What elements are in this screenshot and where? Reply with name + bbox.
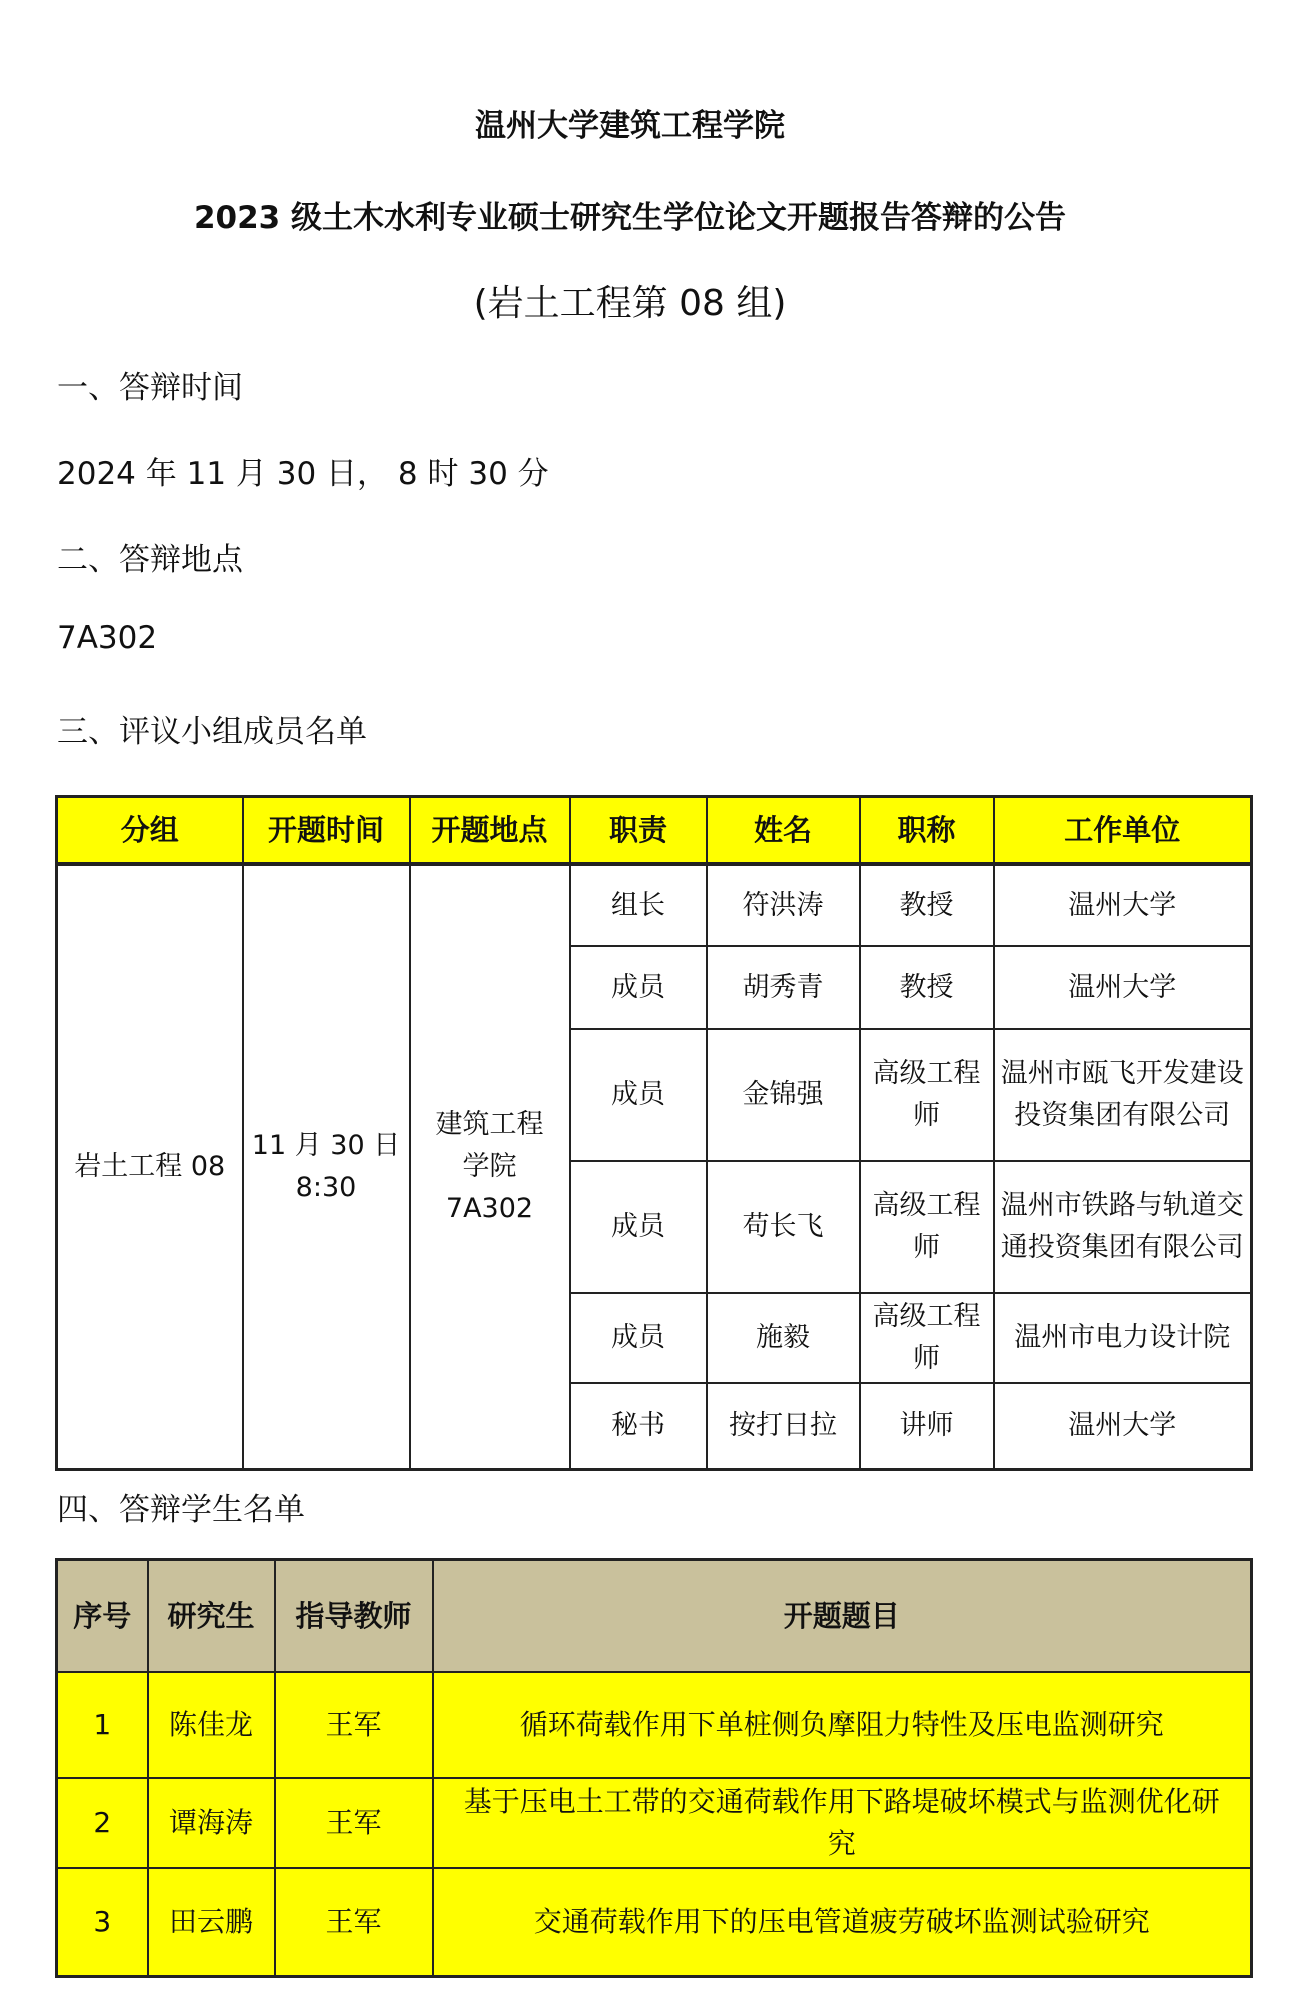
header-cell: 开题地点 [410, 797, 570, 865]
header-cell: 职称 [860, 797, 994, 865]
time-line: 8:30 [295, 1171, 357, 1203]
role-cell: 成员 [570, 1293, 707, 1383]
students-table [55, 1558, 1253, 1978]
role-cell: 成员 [570, 946, 707, 1029]
topic-cell: 循环荷载作用下单桩侧负摩阻力特性及压电监测研究 [433, 1672, 1252, 1778]
group-cell: 岩土工程 08 [57, 864, 243, 1469]
title-cell: 高级工程师 [860, 1293, 994, 1383]
place-line: 学院 [462, 1150, 517, 1182]
header-cell: 分组 [57, 797, 243, 865]
unit-cell: 温州市铁路与轨道交通投资集团有限公司 [994, 1161, 1252, 1293]
advisor-cell: 王军 [275, 1672, 433, 1778]
table-row [57, 1868, 1252, 1976]
unit-cell: 温州市电力设计院 [994, 1293, 1252, 1383]
time-value: 2024 年 11 月 30 日， 8 时 30 分 [57, 456, 549, 492]
table-header-row [57, 1560, 1252, 1673]
role-cell: 组长 [570, 864, 707, 946]
unit-cell: 温州大学 [994, 946, 1252, 1029]
name-cell: 苟长飞 [707, 1161, 860, 1293]
role-cell: 成员 [570, 1029, 707, 1161]
place-heading: 二、答辩地点 [57, 542, 243, 578]
header-cell: 序号 [57, 1560, 148, 1673]
committee-table [55, 795, 1253, 1471]
unit-cell: 温州市瓯飞开发建设投资集团有限公司 [994, 1029, 1252, 1161]
school-title: 温州大学建筑工程学院 [475, 108, 785, 144]
topic-cell: 基于压电土工带的交通荷载作用下路堤破坏模式与监测优化研究 [433, 1778, 1252, 1868]
announcement-title: 2023 级土木水利专业硕士研究生学位论文开题报告答辩的公告 [193, 200, 1067, 236]
title-cell: 高级工程师 [860, 1029, 994, 1161]
name-cell: 金锦强 [707, 1029, 860, 1161]
number-cell: 2 [57, 1778, 148, 1868]
table-header-row [57, 797, 1252, 865]
title-cell: 高级工程师 [860, 1161, 994, 1293]
number-cell: 3 [57, 1868, 148, 1976]
header-cell: 开题题目 [433, 1560, 1252, 1673]
topic-cell: 交通荷载作用下的压电管道疲劳破坏监测试验研究 [433, 1868, 1252, 1976]
header-cell: 开题时间 [243, 797, 410, 865]
header-cell: 职责 [570, 797, 707, 865]
table-row [57, 1778, 1252, 1868]
title-cell: 讲师 [860, 1383, 994, 1469]
table-row [57, 1672, 1252, 1778]
place-cell [410, 864, 570, 1469]
header-cell: 姓名 [707, 797, 860, 865]
unit-cell: 温州大学 [994, 1383, 1252, 1469]
role-cell: 成员 [570, 1161, 707, 1293]
name-cell: 符洪涛 [707, 864, 860, 946]
committee-heading: 三、评议小组成员名单 [57, 714, 367, 750]
advisor-cell: 王军 [275, 1868, 433, 1976]
table-row [57, 864, 1252, 946]
title-cell: 教授 [860, 946, 994, 1029]
unit-cell: 温州大学 [994, 864, 1252, 946]
time-line: 11 月 30 日 [251, 1129, 401, 1161]
place-value: 7A302 [57, 620, 158, 656]
student-cell: 谭海涛 [148, 1778, 275, 1868]
time-heading: 一、答辩时间 [57, 370, 243, 406]
role-cell: 秘书 [570, 1383, 707, 1469]
name-cell: 按打日拉 [707, 1383, 860, 1469]
header-cell: 指导教师 [275, 1560, 433, 1673]
time-cell [243, 864, 410, 1469]
place-line: 建筑工程 [435, 1108, 544, 1140]
name-cell: 施毅 [707, 1293, 860, 1383]
number-cell: 1 [57, 1672, 148, 1778]
header-cell: 研究生 [148, 1560, 275, 1673]
group-subtitle: (岩土工程第 08 组) [473, 283, 787, 324]
advisor-cell: 王军 [275, 1778, 433, 1868]
place-line: 7A302 [445, 1192, 534, 1224]
title-cell: 教授 [860, 864, 994, 946]
name-cell: 胡秀青 [707, 946, 860, 1029]
header-cell: 工作单位 [994, 797, 1252, 865]
student-cell: 田云鹏 [148, 1868, 275, 1976]
students-heading: 四、答辩学生名单 [57, 1492, 305, 1528]
student-cell: 陈佳龙 [148, 1672, 275, 1778]
